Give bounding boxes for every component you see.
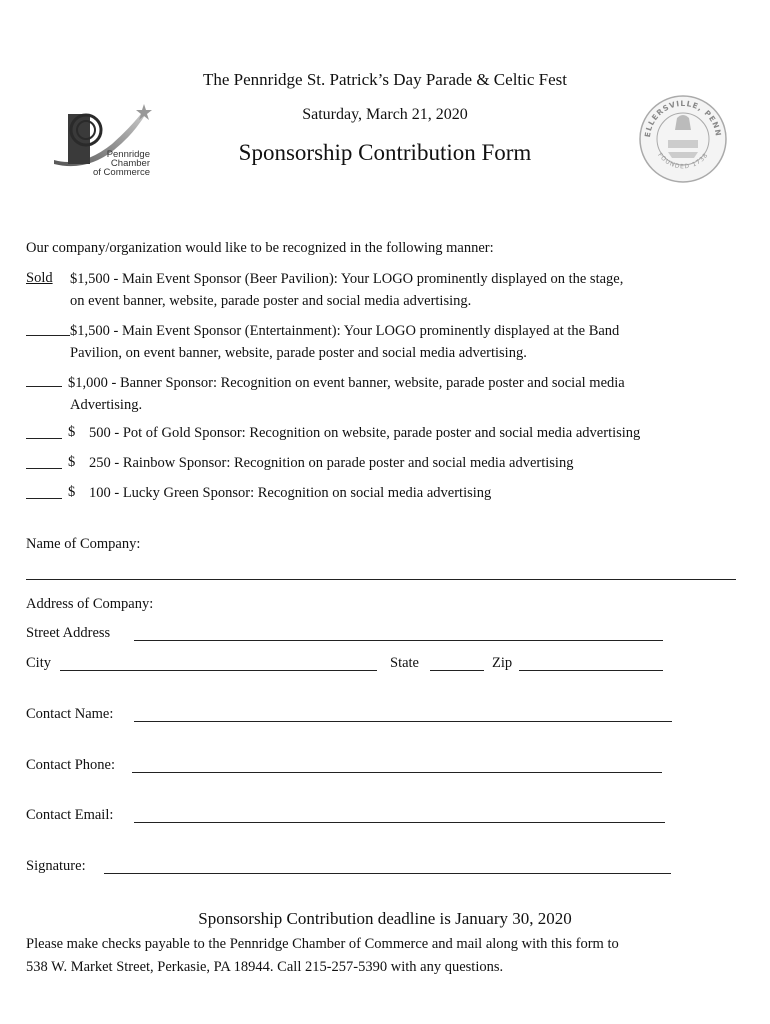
contact-phone-field[interactable] xyxy=(132,772,662,773)
sponsorship-mark xyxy=(26,270,53,287)
sponsorship-checkbox-line[interactable] xyxy=(26,498,62,499)
borough-seal-icon xyxy=(638,94,728,184)
sponsorship-option-pot-of-gold: 500 - Pot of Gold Sponsor: Recognition on website, parade poster and social media advertising xyxy=(89,425,641,441)
state-field[interactable] xyxy=(430,670,484,671)
currency-sign: $ xyxy=(68,484,76,500)
event-date: Saturday, March 21, 2020 xyxy=(302,106,468,123)
seal-text-bottom: FOUNDED 1738 xyxy=(656,151,710,171)
deadline-notice: Sponsorship Contribution deadline is January 30, 2020 xyxy=(198,909,572,928)
sponsorship-checkbox-line[interactable] xyxy=(26,386,62,387)
sponsorship-checkbox-line[interactable] xyxy=(26,438,62,439)
street-label: Street Address xyxy=(26,625,111,641)
contact-email-label: Contact Email: xyxy=(26,807,114,823)
street-field[interactable] xyxy=(134,640,663,641)
sponsorship-checkbox-line[interactable] xyxy=(26,335,70,336)
payment-instructions-line: 538 W. Market Street, Perkasie, PA 18944. Call 215-257-5390 with any questions. xyxy=(26,959,504,975)
state-label: State xyxy=(390,655,419,671)
currency-sign: $ xyxy=(68,424,76,440)
sponsorship-option-main-beer xyxy=(70,268,623,312)
option-line: Pavilion, on event banner, website, parade poster and social media advertising. xyxy=(70,345,527,361)
sponsorship-option-lucky-green: 100 - Lucky Green Sponsor: Recognition on social media advertising xyxy=(89,485,492,501)
chamber-logo-line: Chamber xyxy=(110,158,150,169)
chamber-logo-line: of Commerce xyxy=(92,167,150,178)
address-label: Address of Company: xyxy=(26,596,154,612)
intro-text: Our company/organization would like to be recognized in the following manner: xyxy=(26,240,494,256)
company-name-field[interactable] xyxy=(26,579,736,580)
option-line: on event banner, website, parade poster and social media advertising. xyxy=(70,293,472,309)
event-title: The Pennridge St. Patrick’s Day Parade & Celtic Fest xyxy=(202,70,567,89)
zip-label: Zip xyxy=(492,655,513,671)
payment-instructions-line: Please make checks payable to the Pennridge Chamber of Commerce and mail along with this form to xyxy=(26,936,619,952)
contact-email-field[interactable] xyxy=(134,822,665,823)
city-field[interactable] xyxy=(60,670,377,671)
sponsorship-checkbox-line[interactable] xyxy=(26,468,62,469)
contact-phone-label: Contact Phone: xyxy=(26,757,116,773)
sponsorship-option-banner xyxy=(68,372,625,416)
form-title: Sponsorship Contribution Form xyxy=(238,140,532,165)
sponsorship-option-rainbow: 250 - Rainbow Sponsor: Recognition on parade poster and social media advertising xyxy=(89,455,574,471)
contact-name-label: Contact Name: xyxy=(26,706,114,722)
option-line: $1,500 - Main Event Sponsor (Beer Pavilion): Your LOGO prominently displayed on the stage, xyxy=(70,271,624,287)
borough-seal xyxy=(638,94,728,184)
chamber-logo-line: Pennridge xyxy=(106,149,150,160)
city-label: City xyxy=(26,655,51,671)
signature-label: Signature: xyxy=(26,858,86,874)
option-line: Advertising. xyxy=(70,397,143,413)
chamber-logo xyxy=(52,104,162,180)
sold-mark: Sold xyxy=(26,270,53,286)
option-line: $1,000 - Banner Sponsor: Recognition on event banner, website, parade poster and social media xyxy=(68,375,625,391)
company-name-label: Name of Company: xyxy=(26,536,141,552)
contact-name-field[interactable] xyxy=(134,721,672,722)
zip-field[interactable] xyxy=(519,670,663,671)
option-line: $1,500 - Main Event Sponsor (Entertainment): Your LOGO prominently displayed at the Band xyxy=(70,323,620,339)
seal-text-top: ELLERSVILLE, PENN xyxy=(642,98,724,138)
signature-field[interactable] xyxy=(104,873,671,874)
sponsorship-option-main-entertainment xyxy=(70,320,619,364)
currency-sign: $ xyxy=(68,454,76,470)
